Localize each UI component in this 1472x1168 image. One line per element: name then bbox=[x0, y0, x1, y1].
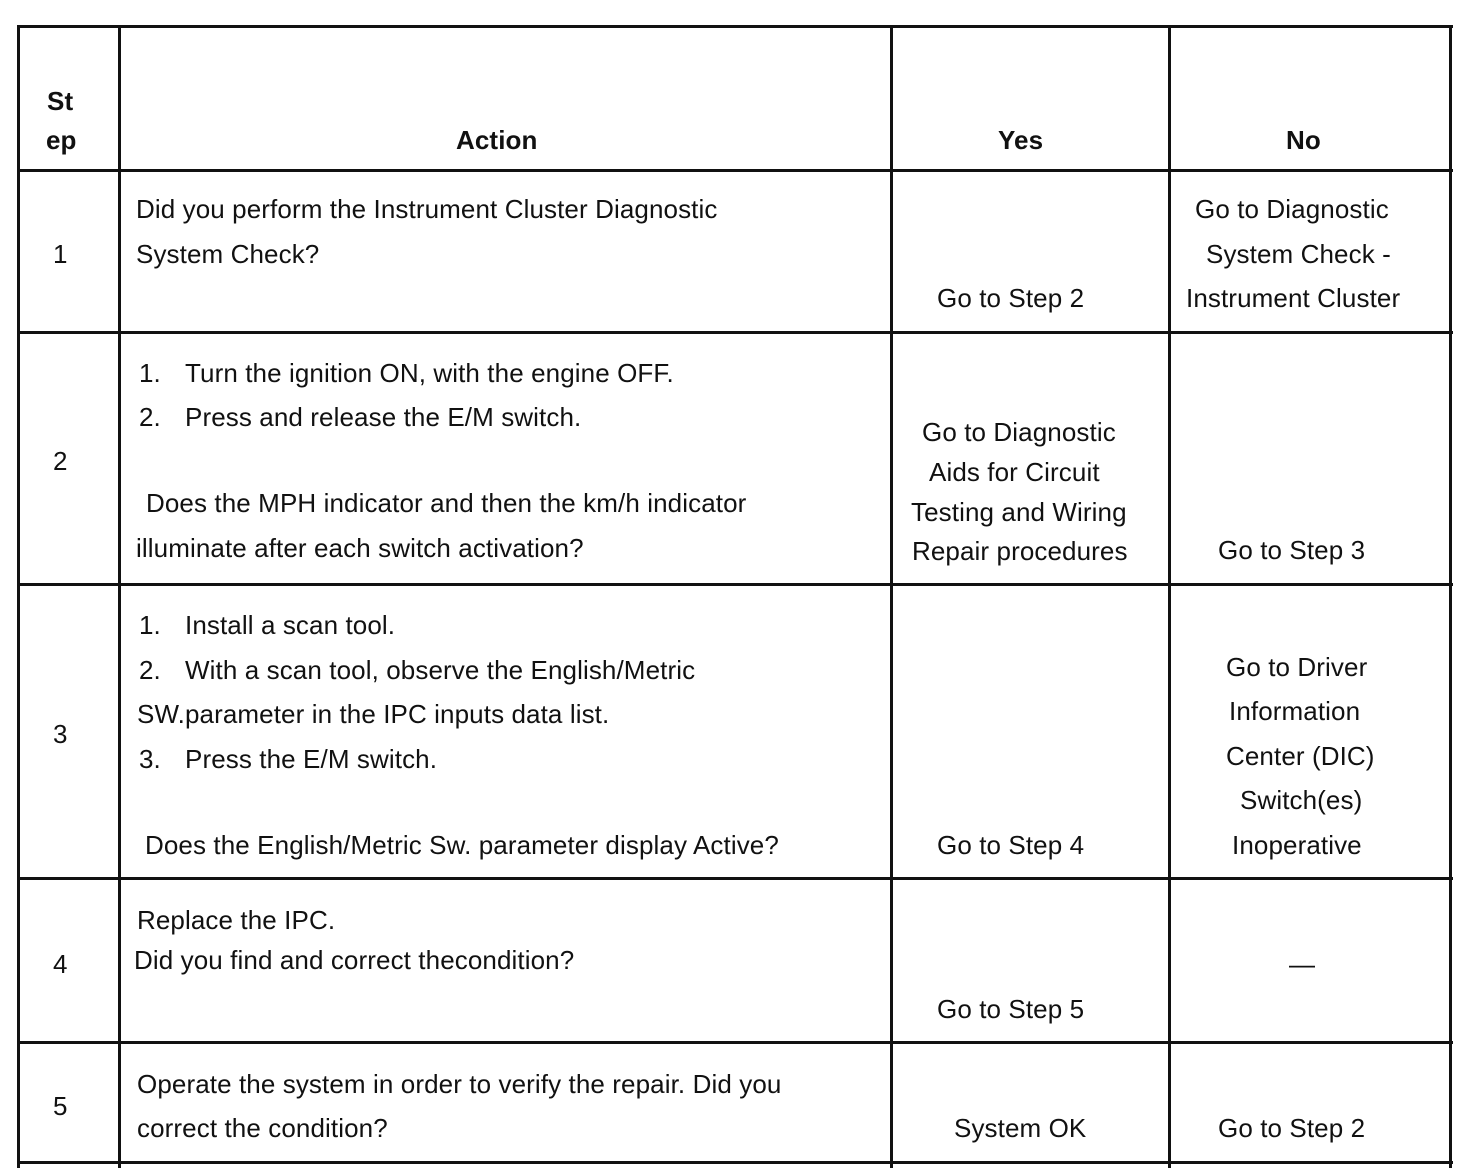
row-5-action-line: Operate the system in order to verify the repair. Did you bbox=[137, 1069, 782, 1099]
column-divider bbox=[118, 25, 121, 1168]
row-divider bbox=[17, 1161, 1453, 1164]
header-yes: Yes bbox=[998, 125, 1044, 155]
row-3-no-line: Go to Driver bbox=[1226, 652, 1368, 682]
row-2-action-line: Press and release the E/M switch. bbox=[185, 402, 582, 432]
row-2-yes-line: Testing and Wiring bbox=[911, 497, 1127, 527]
column-divider bbox=[890, 25, 893, 1168]
table-border-right bbox=[1449, 25, 1452, 1168]
row-3-action-line: SW.parameter in the IPC inputs data list. bbox=[137, 699, 610, 729]
row-3-no-line: Inoperative bbox=[1232, 830, 1362, 860]
row-2-yes-line: Repair procedures bbox=[912, 536, 1128, 566]
row-3-list-number: 2. bbox=[139, 655, 161, 685]
row-divider bbox=[17, 1041, 1453, 1044]
row-1-no-line: Instrument Cluster bbox=[1186, 283, 1401, 313]
row-2-yes-line: Aids for Circuit bbox=[929, 457, 1100, 487]
row-1-step: 1 bbox=[53, 239, 68, 269]
row-3-action-line: Press the E/M switch. bbox=[185, 744, 438, 774]
row-4-action-line: Did you find and correct thecondition? bbox=[134, 945, 575, 975]
header-action: Action bbox=[456, 125, 538, 155]
header-step-line1: St bbox=[47, 86, 74, 116]
column-divider bbox=[1168, 25, 1171, 1168]
row-3-yes: Go to Step 4 bbox=[937, 830, 1085, 860]
row-3-action-line: With a scan tool, observe the English/Metric bbox=[185, 655, 696, 685]
table-border-left bbox=[17, 25, 20, 1168]
row-divider bbox=[17, 877, 1453, 880]
row-1-no-line: System Check - bbox=[1206, 239, 1391, 269]
row-5-action-line: correct the condition? bbox=[137, 1113, 388, 1143]
row-4-yes: Go to Step 5 bbox=[937, 994, 1085, 1024]
row-2-list-number: 1. bbox=[139, 358, 161, 388]
row-2-no: Go to Step 3 bbox=[1218, 535, 1366, 565]
row-3-list-number: 3. bbox=[139, 744, 161, 774]
row-1-yes: Go to Step 2 bbox=[937, 283, 1085, 313]
row-1-action-line: Did you perform the Instrument Cluster Diagnostic bbox=[136, 194, 718, 224]
row-1-no-line: Go to Diagnostic bbox=[1195, 194, 1389, 224]
row-4-step: 4 bbox=[53, 949, 68, 979]
row-3-no-line: Center (DIC) bbox=[1226, 741, 1375, 771]
row-3-list-number: 1. bbox=[139, 610, 161, 640]
row-3-no-line: Switch(es) bbox=[1240, 785, 1363, 815]
row-2-action-line: illuminate after each switch activation? bbox=[136, 533, 584, 563]
row-1-action-line: System Check? bbox=[136, 239, 320, 269]
row-divider bbox=[17, 331, 1453, 334]
row-4-action-line: Replace the IPC. bbox=[137, 905, 336, 935]
row-divider bbox=[17, 583, 1453, 586]
row-2-action-line: Turn the ignition ON, with the engine OFF. bbox=[185, 358, 674, 388]
row-5-step: 5 bbox=[53, 1091, 68, 1121]
row-3-step: 3 bbox=[53, 719, 68, 749]
row-3-action-line: Does the English/Metric Sw. parameter display Active? bbox=[145, 830, 779, 860]
header-step-line2: ep bbox=[46, 125, 77, 155]
table-border-top bbox=[17, 25, 1453, 28]
row-2-yes-line: Go to Diagnostic bbox=[922, 417, 1116, 447]
header-no: No bbox=[1286, 125, 1321, 155]
row-divider bbox=[17, 169, 1453, 172]
row-3-action-line: Install a scan tool. bbox=[185, 610, 396, 640]
row-2-action-line: Does the MPH indicator and then the km/h indicator bbox=[146, 488, 747, 518]
row-2-step: 2 bbox=[53, 446, 68, 476]
row-5-yes: System OK bbox=[954, 1113, 1087, 1143]
row-5-no: Go to Step 2 bbox=[1218, 1113, 1366, 1143]
row-3-no-line: Information bbox=[1229, 696, 1361, 726]
row-4-no: — bbox=[1289, 949, 1316, 979]
row-2-list-number: 2. bbox=[139, 402, 161, 432]
